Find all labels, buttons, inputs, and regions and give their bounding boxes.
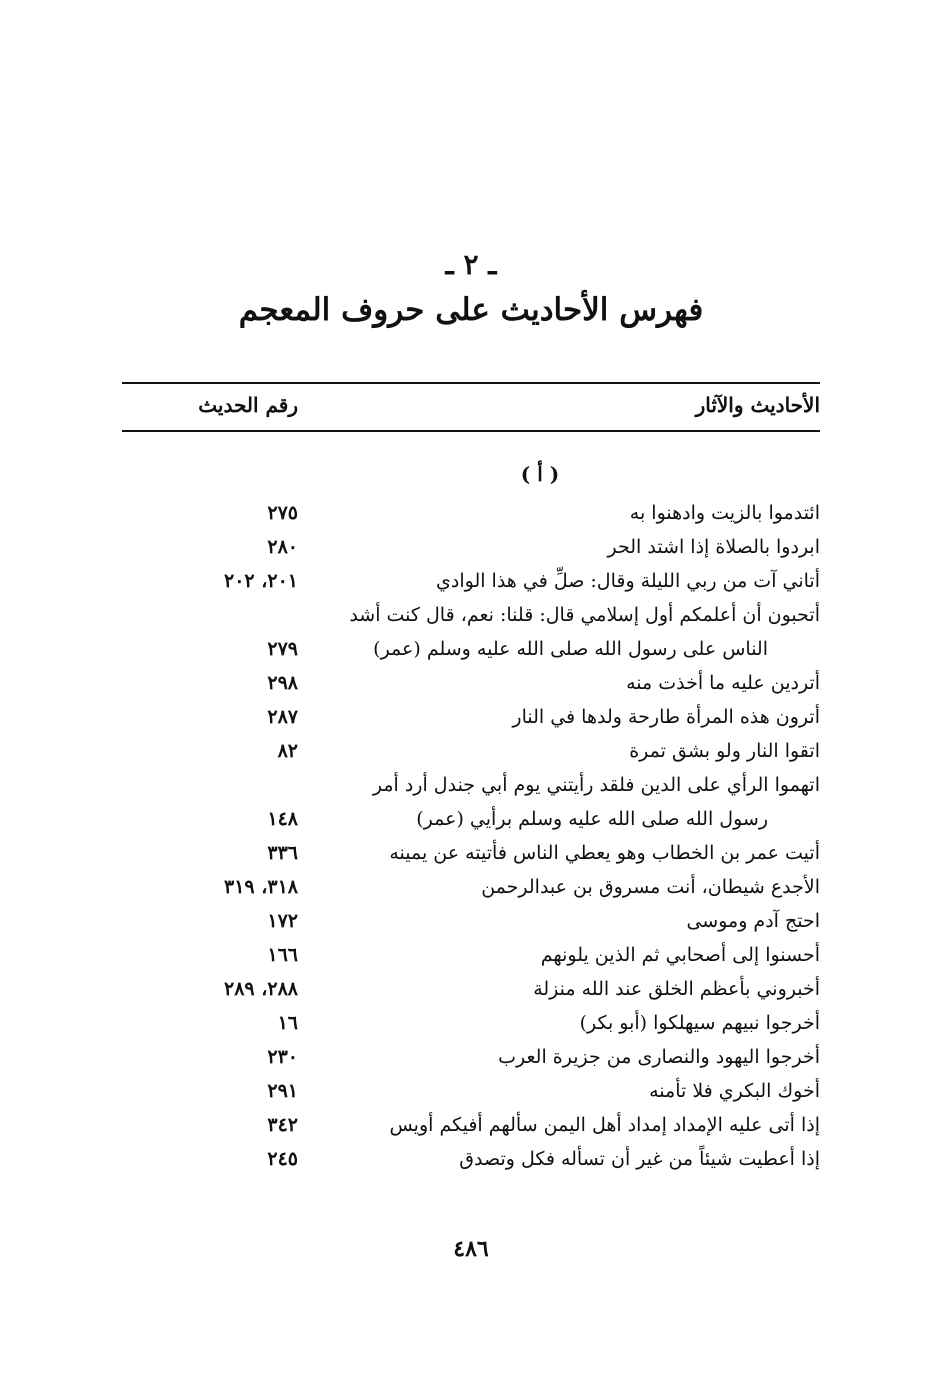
- hadith-number: ٢٨٨، ٢٨٩: [224, 978, 298, 1000]
- hadith-number: ٣٣٦: [267, 842, 298, 864]
- hadith-entry-line: [122, 496, 820, 530]
- hadith-text: ائتدموا بالزيت وادهنوا به: [629, 502, 820, 524]
- hadith-text: أخرجوا نبيهم سيهلكوا (أبو بكر): [579, 1012, 820, 1034]
- hadith-number: ٢٩٨: [267, 672, 298, 694]
- hadith-entry-line: [122, 700, 820, 734]
- hadith-text: أتيت عمر بن الخطاب وهو يعطي الناس فأتيته عن يمينه: [389, 842, 820, 864]
- hadith-number: ٢٨٧: [267, 706, 298, 728]
- hadith-entry-line: [122, 632, 820, 666]
- hadith-entry-line: [122, 836, 820, 870]
- hadith-entry-line: [122, 768, 820, 802]
- hadith-number: ٢٤٥: [267, 1148, 298, 1170]
- hadith-text: أخوك البكري فلا تأمنه: [649, 1080, 820, 1102]
- hadith-number: ١٦٦: [267, 944, 298, 966]
- hadith-entry-line: [122, 802, 820, 836]
- hadith-text: احتج آدم وموسى: [686, 910, 820, 932]
- hadith-entry-line: [122, 1074, 820, 1108]
- hadith-text: اتهموا الرأي على الدين فلقد رأيتني يوم أبي جندل أرد أمر: [372, 774, 820, 796]
- hadith-number: ١٦: [277, 1012, 298, 1034]
- hadith-entry-line: [122, 666, 820, 700]
- section-number: ـ ٢ ـ: [445, 248, 497, 281]
- hadith-text: إذا أعطيت شيئاً من غير أن تسأله فكل وتصدق: [459, 1148, 820, 1170]
- hadith-text: أتاني آت من ربي الليلة وقال: صلِّ في هذا الوادي: [436, 570, 820, 592]
- hadith-text: أخرجوا اليهود والنصارى من جزيرة العرب: [498, 1046, 820, 1068]
- page-number: ٤٨٦: [453, 1236, 489, 1262]
- hadith-text: اتقوا النار ولو بشق تمرة: [629, 740, 820, 762]
- column-header-number: رقم الحديث: [198, 393, 298, 417]
- hadith-text: أخبروني بأعظم الخلق عند الله منزلة: [533, 978, 820, 1000]
- letter-heading: ( أ ): [520, 462, 560, 486]
- hadith-text: أتردين عليه ما أخذت منه: [626, 672, 820, 694]
- hadith-text: أتحبون أن أعلمكم أول إسلامي قال: قلنا: نعم، قال كنت أشد: [349, 604, 820, 626]
- hadith-entry-line: [122, 1006, 820, 1040]
- hadith-number: ٢٧٥: [267, 502, 298, 524]
- hadith-entry-line: [122, 1108, 820, 1142]
- hadith-entry-line: [122, 1142, 820, 1176]
- hadith-number: ٣١٨، ٣١٩: [224, 876, 298, 898]
- hadith-text: أترون هذه المرأة طارحة ولدها في النار: [512, 706, 820, 728]
- hadith-entry-line: [122, 972, 820, 1006]
- hadith-number: ١٤٨: [267, 808, 298, 830]
- hadith-number: ٢٩١: [267, 1080, 298, 1102]
- hadith-entry-line: [122, 598, 820, 632]
- hadith-text: ابردوا بالصلاة إذا اشتد الحر: [607, 536, 820, 558]
- header-top-rule: [122, 382, 820, 384]
- hadith-entry-line: [122, 564, 820, 598]
- hadith-text: إذا أتى عليه الإمداد إمداد أهل اليمن سألهم أفيكم أويس: [389, 1114, 820, 1136]
- hadith-number: ٢٣٠: [267, 1046, 298, 1068]
- column-header-hadith: الأحاديث والآثار: [695, 393, 820, 417]
- hadith-number: ٢٧٩: [267, 638, 298, 660]
- hadith-number: ٨٢: [277, 740, 298, 762]
- hadith-number: ١٧٢: [267, 910, 298, 932]
- hadith-number: ٣٤٢: [267, 1114, 298, 1136]
- hadith-text: الأجدع شيطان، أنت مسروق بن عبدالرحمن: [481, 876, 820, 898]
- hadith-text: أحسنوا إلى أصحابي ثم الذين يلونهم: [540, 944, 820, 966]
- hadith-number: ٢٠١، ٢٠٢: [224, 570, 298, 592]
- hadith-index-list: [122, 496, 820, 1176]
- hadith-entry-line: [122, 938, 820, 972]
- hadith-text-continuation: الناس على رسول الله صلى الله عليه وسلم (عمر): [373, 638, 768, 660]
- hadith-entry-line: [122, 734, 820, 768]
- hadith-entry-line: [122, 870, 820, 904]
- hadith-number: ٢٨٠: [267, 536, 298, 558]
- index-title: فهرس الأحاديث على حروف المعجم: [238, 292, 704, 328]
- hadith-entry-line: [122, 1040, 820, 1074]
- hadith-entry-line: [122, 530, 820, 564]
- hadith-entry-line: [122, 904, 820, 938]
- header-bottom-rule: [122, 430, 820, 432]
- hadith-text-continuation: رسول الله صلى الله عليه وسلم برأيي (عمر): [416, 808, 768, 830]
